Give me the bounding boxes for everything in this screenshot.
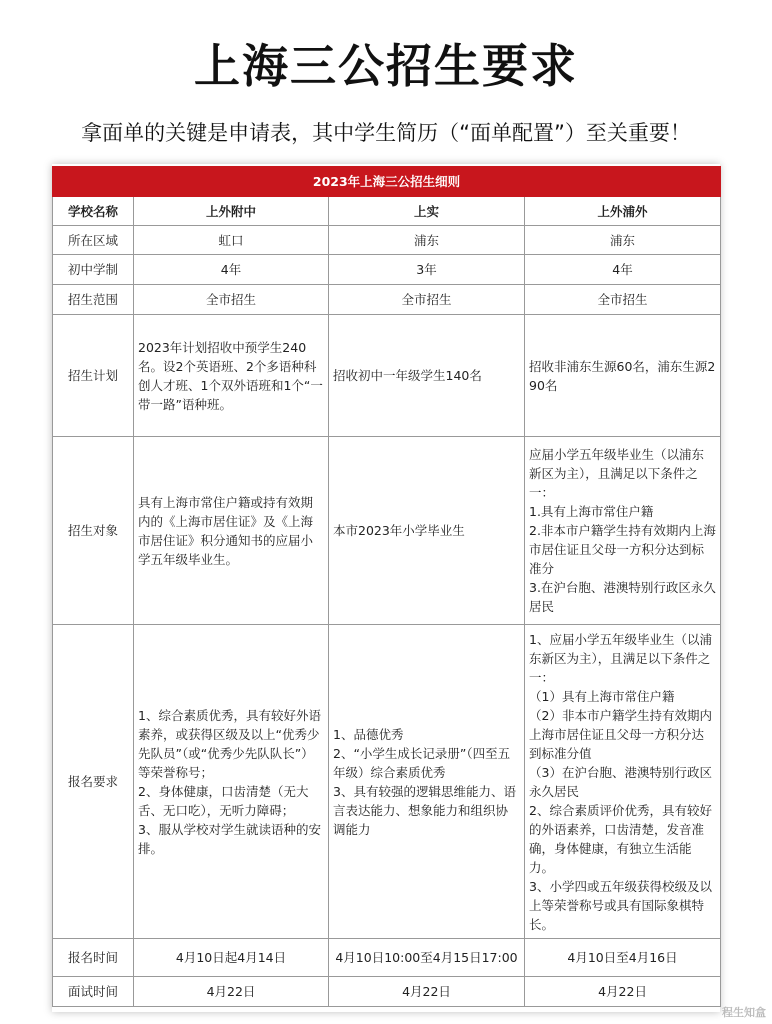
table-cell: 虹口 (134, 226, 329, 255)
table-caption: 2023年上海三公招生细则 (53, 167, 721, 197)
table-cell: 4月22日 (329, 977, 525, 1007)
table-cell: 浦东 (329, 226, 525, 255)
table-row (53, 939, 721, 977)
table-cell: 4年 (134, 255, 329, 285)
table-cell: 4月22日 (134, 977, 329, 1007)
table-cell: 4年 (525, 255, 721, 285)
table-cell: 全市招生 (134, 285, 329, 315)
row-label: 招生对象 (53, 437, 134, 625)
table-cell: 4月10日10:00至4月15日17:00 (329, 939, 525, 977)
header-cell: 上外浦外 (525, 197, 721, 226)
table-cell: 1、品德优秀 2、“小学生成长记录册”（四至五年级）综合素质优秀 3、具有较强的逻辑思维能力、语言表达能力、想象能力和组织协调能力 (329, 625, 525, 939)
admission-table (52, 166, 721, 1007)
table-row (53, 255, 721, 285)
table-cell: 本市2023年小学毕业生 (329, 437, 525, 625)
table-cell: 全市招生 (329, 285, 525, 315)
table-cell: 全市招生 (525, 285, 721, 315)
table-cell: 1、综合素质优秀，具有较好外语素养，或获得区级及以上“优秀少先队员”（或“优秀少先队队长”）等荣誉称号； 2、身体健康，口齿清楚（无大舌、无口吃），无听力障碍； 3、服从学校对学生就读语种的安排。 (134, 625, 329, 939)
row-label: 招生计划 (53, 315, 134, 437)
table-cell: 招收非浦东生源60名，浦东生源290名 (525, 315, 721, 437)
row-label: 报名要求 (53, 625, 134, 939)
table-cell: 3年 (329, 255, 525, 285)
page-title: 上海三公招生要求 (194, 39, 578, 93)
table-cell: 2023年计划招收中预学生240名。设2个英语班、2个多语种科创人才班、1个双外语班和1个“一带一路”语种班。 (134, 315, 329, 437)
row-label: 所在区域 (53, 226, 134, 255)
row-label: 面试时间 (53, 977, 134, 1007)
watermark: 程生知盒 (722, 1006, 766, 1019)
table-row (53, 977, 721, 1007)
table-cell: 4月10日起4月14日 (134, 939, 329, 977)
table-cell: 应届小学五年级毕业生（以浦东新区为主），且满足以下条件之一： 1.具有上海市常住户籍 2.非本市户籍学生持有效期内上海市居住证且父母一方积分达到标准分 3.在沪台胞、港澳特别行政区永久居民 (525, 437, 721, 625)
table-header-row (53, 197, 721, 226)
table-row (53, 437, 721, 625)
header-cell: 学校名称 (53, 197, 134, 226)
table-row (53, 315, 721, 437)
row-label: 报名时间 (53, 939, 134, 977)
table-row (53, 285, 721, 315)
table-cell: 4月22日 (525, 977, 721, 1007)
header-cell: 上外附中 (134, 197, 329, 226)
table-cell: 具有上海市常住户籍或持有效期内的《上海市居住证》及《上海市居住证》积分通知书的应届小学五年级毕业生。 (134, 437, 329, 625)
table-caption-row (53, 167, 721, 197)
row-label: 招生范围 (53, 285, 134, 315)
row-label: 初中学制 (53, 255, 134, 285)
table-cell: 1、应届小学五年级毕业生（以浦东新区为主），且满足以下条件之一： （1）具有上海市常住户籍 （2）非本市户籍学生持有效期内上海市居住证且父母一方积分达到标准分值 （3）在沪台胞、港澳特别行政区永久居民 2、综合素质评价优秀，具有较好的外语素养，口齿清楚，发音准确，身体健康，有独立生活能力。 3、小学四或五年级获得校级及以上等荣誉称号或具有国际象棋特长。 (525, 625, 721, 939)
header-cell: 上实 (329, 197, 525, 226)
table-cell: 浦东 (525, 226, 721, 255)
table-row (53, 226, 721, 255)
table-cell: 招收初中一年级学生140名 (329, 315, 525, 437)
table-cell: 4月10日至4月16日 (525, 939, 721, 977)
page-subtitle: 拿面单的关键是申请表，其中学生简历（“面单配置”）至关重要！ (81, 121, 691, 145)
table-row (53, 625, 721, 939)
